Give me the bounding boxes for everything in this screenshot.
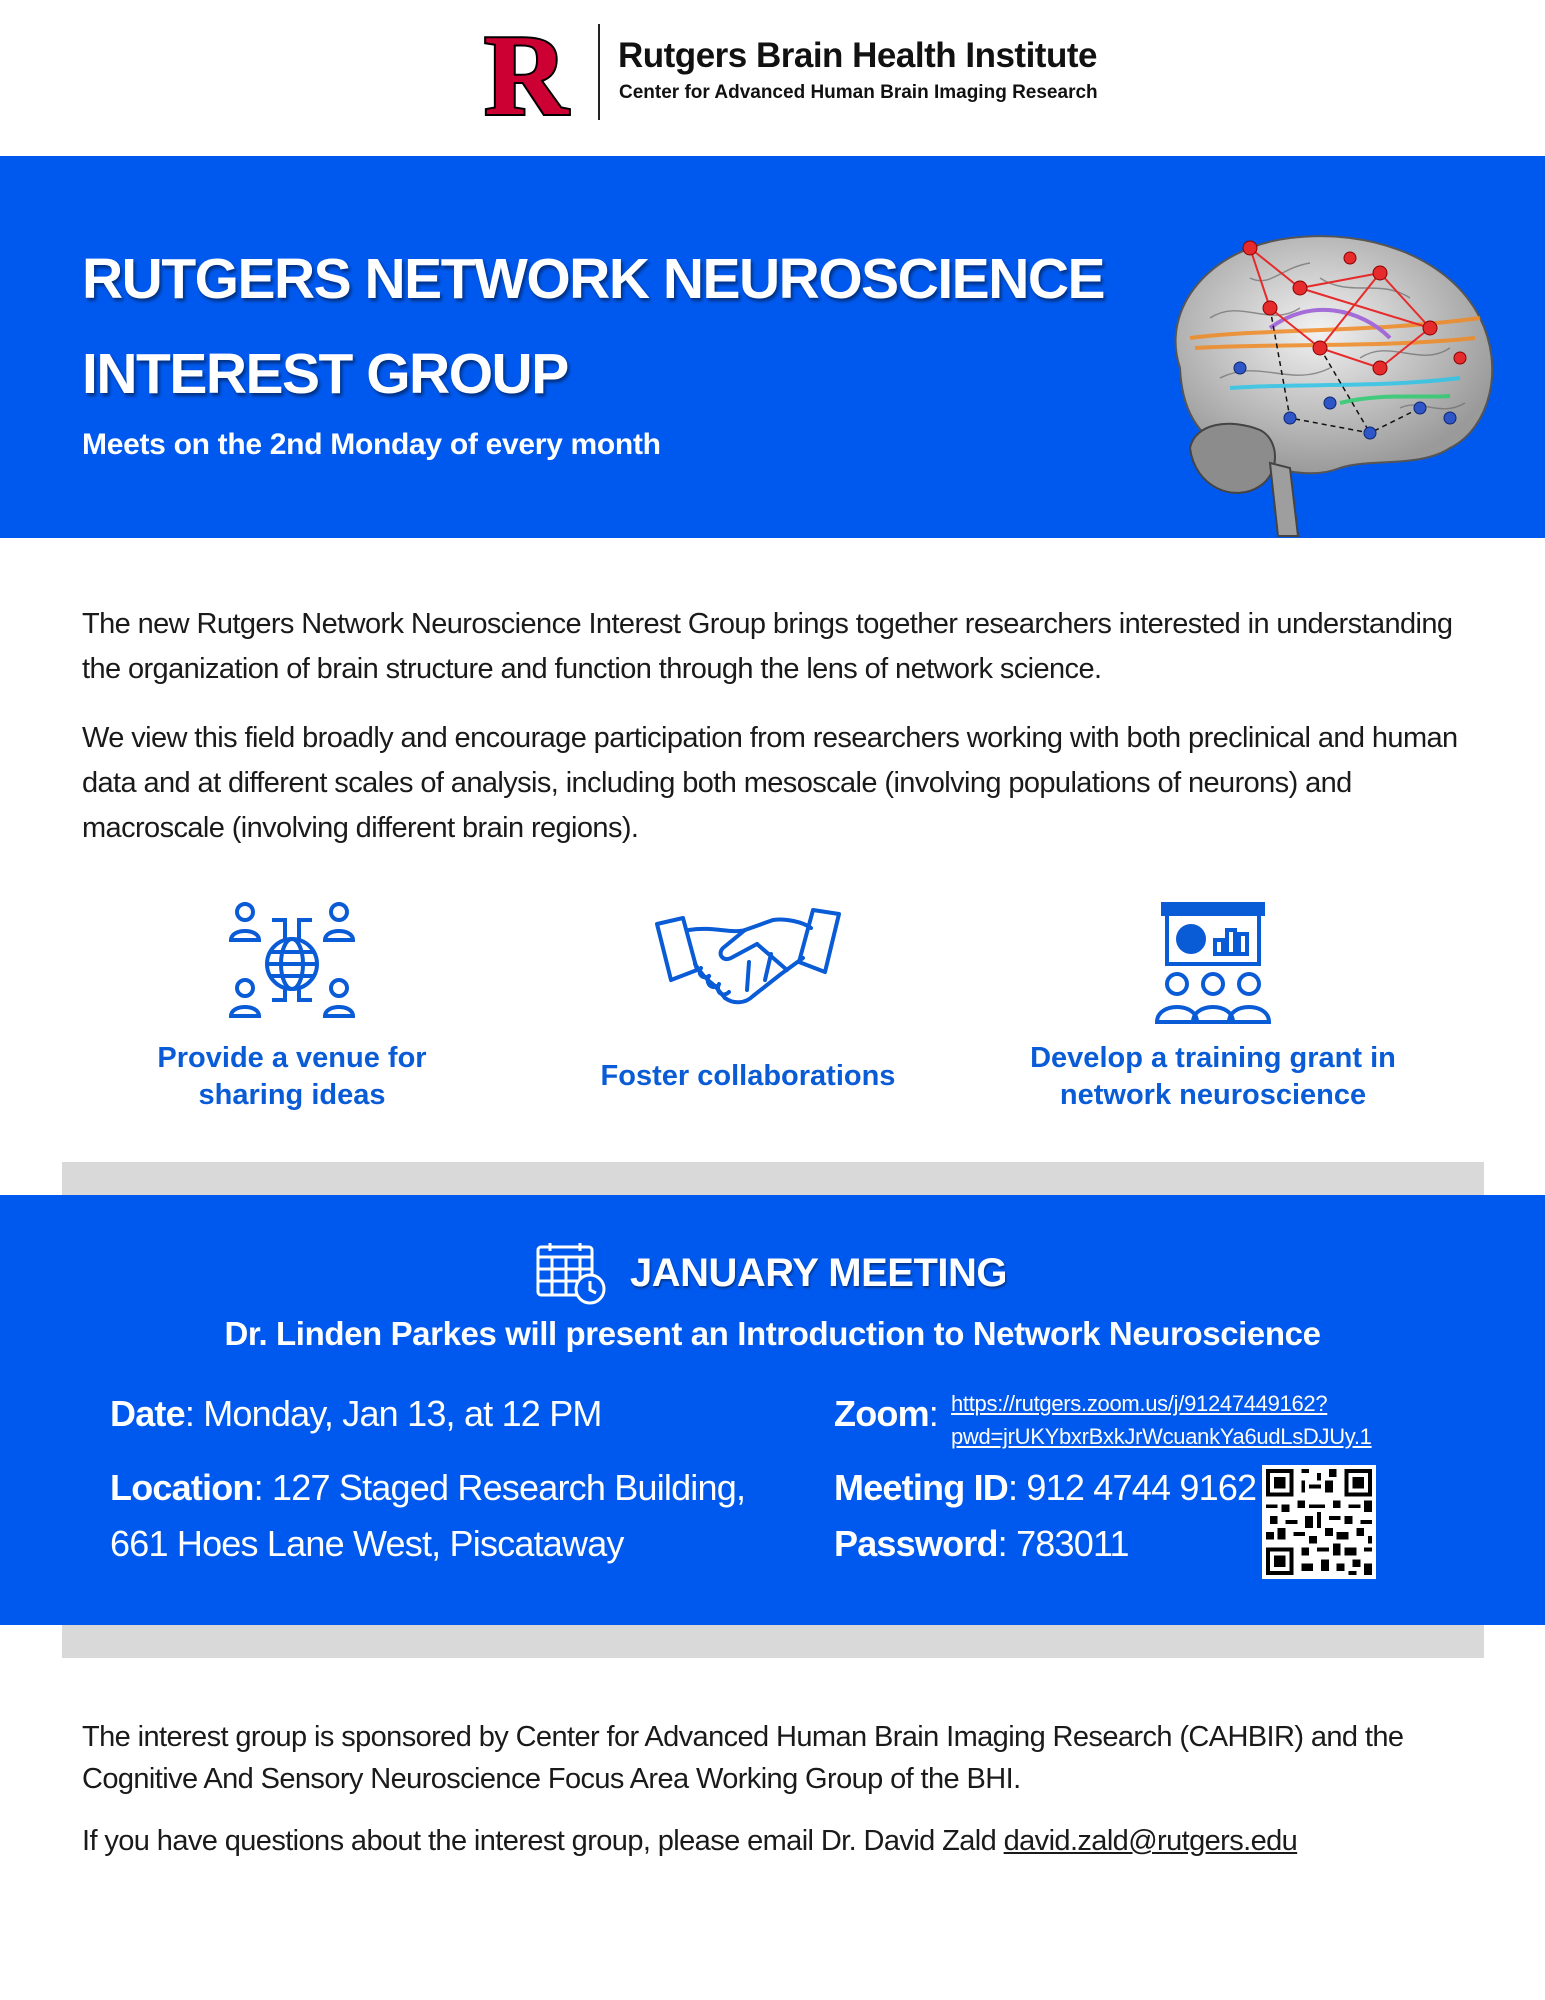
zoom-url-line[interactable]: https://rutgers.zoom.us/j/91247449162? xyxy=(951,1391,1328,1416)
sponsor-text: The interest group is sponsored by Center for Advanced Human Brain Imaging Research (CAHBIR) and the Cognitive And Sensory Neuroscience Focus Area Working Group of the BHI. xyxy=(82,1721,1404,1795)
logo-divider xyxy=(598,24,600,120)
meeting-speaker: Dr. Linden Parkes will present an Introduction to Network Neuroscience xyxy=(224,1315,1321,1352)
feature-label: Foster collaborations xyxy=(600,1060,896,1092)
zoom-colon: : xyxy=(928,1393,938,1434)
meeting-id xyxy=(834,1467,1256,1509)
meeting-title: JANUARY MEETING xyxy=(630,1251,1007,1295)
location-label: Location xyxy=(110,1467,254,1508)
footer-section xyxy=(82,1716,1482,1882)
meeting-date xyxy=(110,1393,602,1435)
feature-label-line: sharing ideas xyxy=(198,1079,386,1111)
contact-text xyxy=(82,1820,1482,1862)
feature-row xyxy=(0,900,1545,1130)
feature-label-line: Provide a venue for xyxy=(157,1042,427,1074)
password-value: : 783011 xyxy=(997,1523,1129,1564)
zoom-url-line[interactable]: pwd=jrUKYbxrBxkJrWcuankYa6udLsDJUy.1 xyxy=(951,1424,1372,1449)
hero-subtitle: Meets on the 2nd Monday of every month xyxy=(82,428,661,461)
date-label: Date xyxy=(110,1393,185,1434)
institute-name: Rutgers Brain Health Institute xyxy=(618,36,1097,75)
hero-banner xyxy=(0,156,1545,538)
meeting-password xyxy=(834,1523,1129,1565)
intro-section xyxy=(82,602,1462,875)
meeting-header xyxy=(0,1237,1545,1307)
password-label: Password xyxy=(834,1523,998,1564)
header xyxy=(0,22,1545,126)
intro-paragraph: The new Rutgers Network Neuroscience Interest Group brings together researchers interested in understanding the organization of brain structure and function through the lens of network science. xyxy=(82,608,1453,685)
feature-label xyxy=(993,1040,1433,1114)
logo-letter: R xyxy=(484,26,568,122)
meeting-id-label: Meeting ID xyxy=(834,1467,1009,1508)
people-network-icon xyxy=(227,900,357,1025)
presentation-audience-icon xyxy=(1153,900,1273,1025)
qr-code[interactable] xyxy=(1262,1465,1376,1579)
zoom-label: Zoom xyxy=(834,1393,929,1434)
feature-collaborations xyxy=(528,900,968,1092)
feature-label xyxy=(72,1040,512,1114)
brain-network-illustration xyxy=(1120,218,1510,538)
feature-training-grant xyxy=(993,900,1433,1111)
feature-sharing-ideas xyxy=(72,900,512,1111)
location-value: : 127 Staged Research Building, xyxy=(253,1467,746,1508)
intro-paragraph: We view this field broadly and encourage participation from researchers working with both preclinical and human data and at different scales of analysis, including both mesoscale (involving populations of neurons) and macroscale (involving different brain regions). xyxy=(82,722,1458,844)
handshake-icon xyxy=(653,900,843,1025)
meeting-id-value: : 912 4744 9162 xyxy=(1008,1467,1257,1508)
page-title: RUTGERS NETWORK NEUROSCIENCE INTEREST GROUP xyxy=(82,247,1105,406)
contact-prefix: If you have questions about the interest group, please email Dr. David Zald xyxy=(82,1825,1004,1857)
meeting-location-line2: 661 Hoes Lane West, Piscataway xyxy=(110,1523,624,1564)
institute-subtitle: Center for Advanced Human Brain Imaging Research xyxy=(619,82,1098,103)
email-link[interactable]: david.zald@rutgers.edu xyxy=(1003,1825,1298,1857)
meeting-section xyxy=(0,1195,1545,1625)
rutgers-r-logo xyxy=(470,26,582,122)
calendar-clock-icon xyxy=(536,1241,608,1305)
meeting-location xyxy=(110,1467,745,1509)
feature-label-line: Develop a training grant in xyxy=(1030,1042,1396,1074)
feature-label-line: network neuroscience xyxy=(1059,1079,1367,1111)
date-value: : Monday, Jan 13, at 12 PM xyxy=(184,1393,602,1434)
meeting-zoom xyxy=(834,1393,938,1435)
zoom-link[interactable] xyxy=(951,1387,1372,1453)
